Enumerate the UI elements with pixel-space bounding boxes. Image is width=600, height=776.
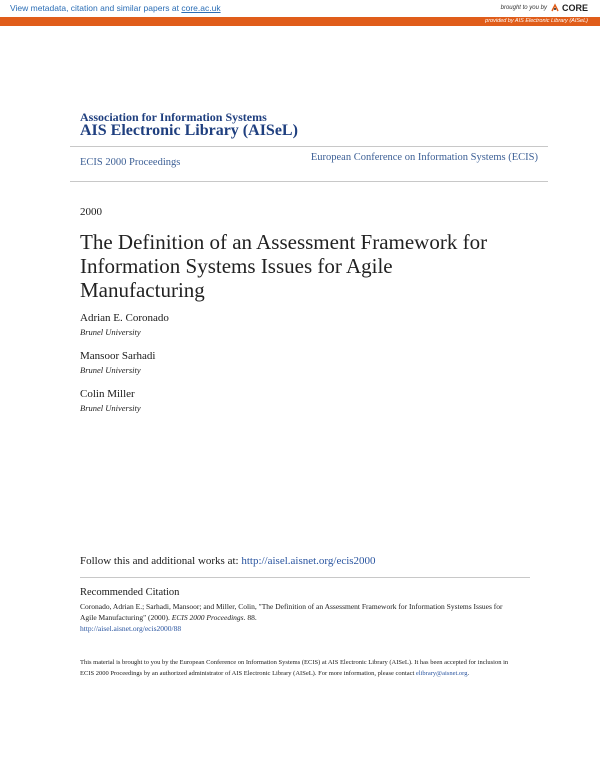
header-divider-bottom [70,181,548,182]
conference-link[interactable]: European Conference on Information Systems (ECIS) [310,152,538,163]
notice-body: This material is brought to you by the European Conference on Information Systems (ECIS) at AIS Electronic Library (AISeL). It has been accepted for inclusion in ECIS 2000 Proceedings by an authorized administrator of AIS Electronic Library (AISeL). For more information, please contact [80,659,509,677]
follow-link[interactable]: http://aisel.aisnet.org/ecis2000 [241,555,376,567]
proceedings-link[interactable]: ECIS 2000 Proceedings [80,157,181,168]
citation-link[interactable]: http://aisel.aisnet.org/ecis2000/88 [80,624,182,633]
repository-notice [80,657,520,679]
org-name[interactable]: Association for Information Systems [80,110,267,124]
brought-by-label: brought to you by [500,5,547,11]
core-banner [0,0,600,17]
core-link[interactable]: core.ac.uk [181,3,221,13]
header-divider-top [70,146,548,147]
banner-prefix: View metadata, citation and similar papers at [10,3,182,13]
citation-suffix: . 88. [243,613,257,622]
brought-to-you [501,3,588,13]
follow-divider [80,577,530,578]
provider-text: provided by AIS Electronic Library (AISeL) [485,18,588,24]
contact-email-link[interactable]: elibrary@aisnet.org [415,670,468,677]
citation-proceedings: ECIS 2000 Proceedings [171,613,244,622]
author-name: Colin Miller [80,388,135,400]
citation-body: Coronado, Adrian E.; Sarhadi, Mansoor; and Miller, Colin, "The Definition of an Assessment Framework for Information Systems Issues for Agile Manufacturing" (2000). [80,602,503,622]
recommended-citation-heading: Recommended Citation [80,587,180,598]
author-affiliation: Brunel University [80,327,141,337]
citation-text [80,601,520,634]
notice-suffix: . [467,670,470,677]
provider-bar [0,17,600,26]
author-affiliation: Brunel University [80,365,141,375]
core-logo[interactable] [550,3,588,13]
library-name[interactable]: AIS Electronic Library (AISeL) [80,122,298,139]
author-name: Mansoor Sarhadi [80,350,156,362]
follow-prefix: Follow this and additional works at: [80,555,242,567]
follow-line [80,555,376,567]
publication-year: 2000 [80,206,102,218]
author-affiliation: Brunel University [80,403,141,413]
core-banner-text [10,3,221,13]
author-name: Adrian E. Coronado [80,312,169,324]
core-logo-label: CORE [561,3,588,13]
core-swirl-icon [550,3,560,13]
paper-title: The Definition of an Assessment Framework for Information Systems Issues for Agile Manufacturing [80,230,488,302]
